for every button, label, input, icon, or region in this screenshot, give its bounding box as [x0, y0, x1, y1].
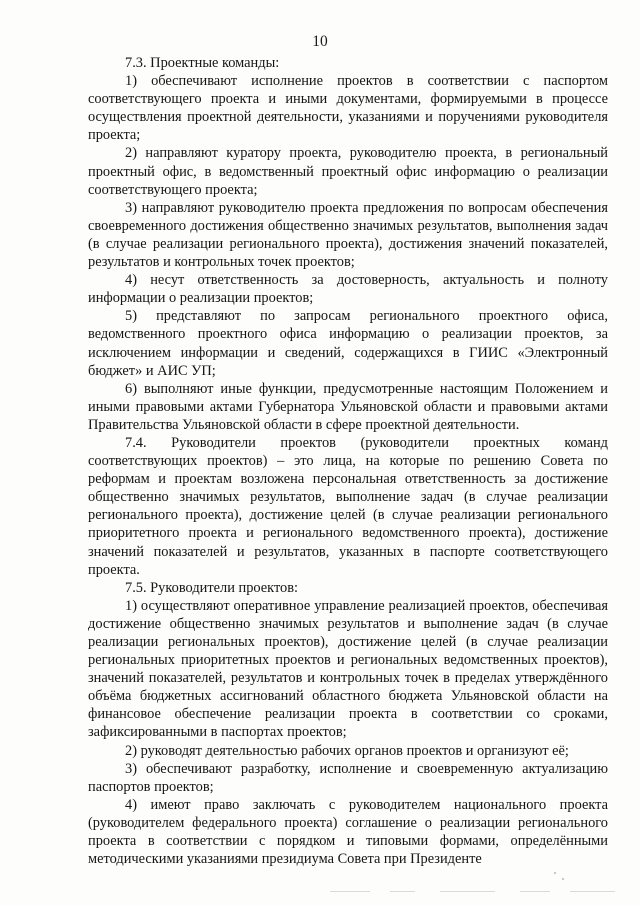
list-item-7-3-2: 2) направляют куратору проекта, руководителю проекта, в региональный проектный офис, в ведомственный проектный офис информацию о реализации соответствующего проекта;: [88, 145, 608, 198]
list-item-7-3-5: 5) представляют по запросам регионального проектного офиса, ведомственного проектного офиса информацию о реализации проектов, за исключением информации и сведений, содержащихся в ГИИС «Электронный бюджет» и АИС УП;: [88, 308, 608, 379]
scan-speck: [562, 878, 564, 880]
list-item-7-3-1: 1) обеспечивают исполнение проектов в соответствии с паспортом соответствующего проекта и иными документами, формируемыми в процессе осуществления проектной деятельности, указаниями и поручениями руководителя проекта;: [88, 73, 608, 144]
scan-speck: [554, 872, 556, 874]
scan-artifact: [330, 888, 630, 896]
list-item-7-3-4: 4) несут ответственность за достоверность, актуальность и полноту информации о реализации проектов;: [88, 272, 608, 307]
list-item-7-5-2: 2) руководят деятельностью рабочих органов проектов и организуют её;: [125, 742, 569, 759]
section-heading-7-3: 7.3. Проектные команды:: [125, 55, 280, 71]
page-number: 10: [312, 33, 328, 50]
list-item-7-5-1: 1) осуществляют оперативное управление реализацией проектов, обеспечивая достижение общественно значимых результатов и выполнение задач (в случае реализации региональных проектов), достижение целей (в случае реализации региональных приоритетных проектов и региональных ведомственных проектов), значений показателей, результатов и контрольных точек в пределах утверждённого объёма бюджетных ассигнований областного бюджета Ульяновской области на финансовое обеспечение реализации проекта в соответствии со сроками, зафиксированными в паспортах проектов;: [88, 597, 608, 741]
section-paragraph-7-4: 7.4. Руководители проектов (руководители проектных команд соответствующих проектов) – это лица, на которые по решению Совета по реформам и проектам возложена персональная ответственность за достижение общественно значимых результатов, выполнение задач (в случае реализации регионального проекта), достижение целей (в случае реализации регионального приоритетного проекта и регионального ведомственного проекта), достижение значений показателей и результатов, указанных в паспорте соответствующего проекта.: [88, 434, 608, 578]
list-item-7-5-3: 3) обеспечивают разработку, исполнение и своевременную актуализацию паспортов проектов;: [88, 760, 608, 795]
section-heading-7-5: 7.5. Руководители проектов:: [125, 579, 299, 596]
list-item-7-3-6: 6) выполняют иные функции, предусмотренные настоящим Положением и иными правовыми актами Губернатора Ульяновской области и правовыми актами Правительства Ульяновской области в сфере проектной деятельности.: [88, 380, 608, 433]
list-item-7-5-4: 4) имеют право заключать с руководителем национального проекта (руководителем федерального проекта) соглашение о реализации регионального проекта в соответствии с порядком и типовыми формами, определёнными методическими указаниями президиума Совета при Президенте: [88, 796, 608, 868]
list-item-7-3-3: 3) направляют руководителю проекта предложения по вопросам обеспечения своевременного достижения общественно значимых результатов, выполнения задач (в случае реализации регионального проекта), достижения значений показателей, результатов и контрольных точек проектов;: [88, 199, 608, 271]
document-body: [88, 54, 608, 868]
